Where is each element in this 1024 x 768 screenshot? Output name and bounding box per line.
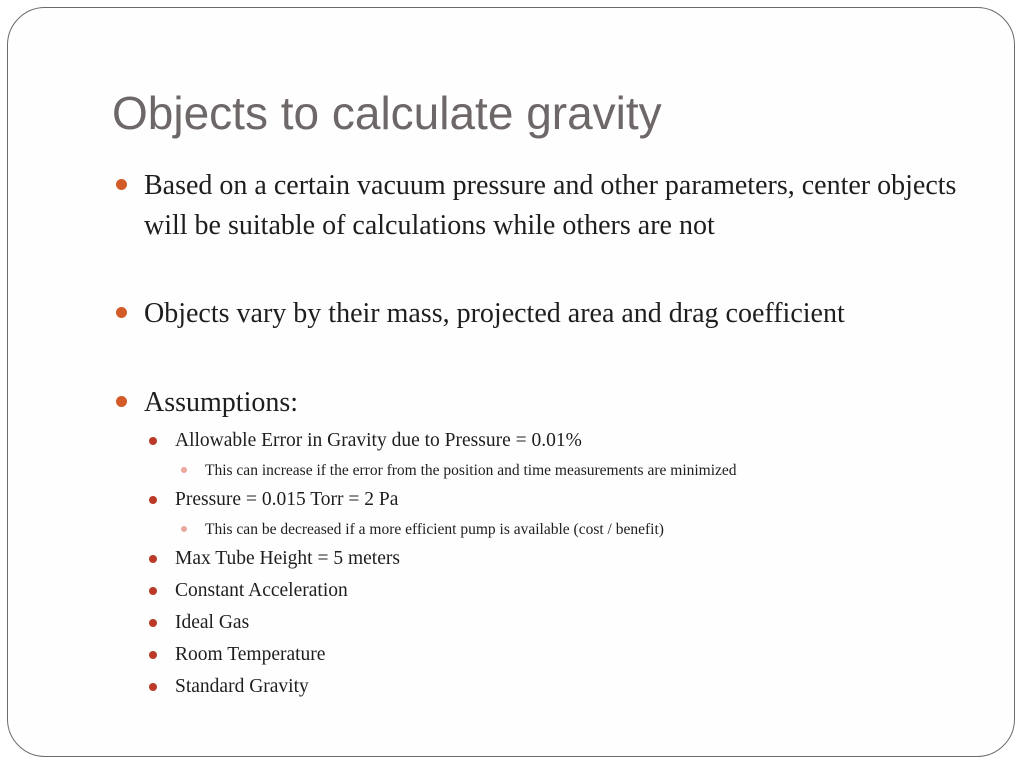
note-pressure: This can be decreased if a more efficient pump is available (cost / benefit) [205,521,664,538]
assumption-allowable-error: Allowable Error in Gravity due to Pressure = 0.01% [175,430,582,451]
bullet-dot-icon [116,396,127,407]
bullet-dot-icon [116,179,127,190]
bullet-objects-vary: Objects vary by their mass, projected area and drag coefficient [144,298,845,329]
bullet-dot-icon [149,619,157,627]
bullet-assumptions: Assumptions: [144,387,299,418]
assumption-standard-gravity: Standard Gravity [175,676,309,697]
bullet-dot-icon [149,437,157,445]
bullet-dot-icon [149,555,157,563]
bullet-dot-icon [149,587,157,595]
bullet-dot-icon [181,526,187,532]
bullet-dot-icon [149,496,157,504]
assumption-pressure: Pressure = 0.015 Torr = 2 Pa [175,489,399,510]
assumption-ideal-gas: Ideal Gas [175,612,250,633]
bullet-vacuum-pressure: Based on a certain vacuum pressure and other parameters, center objects will be suitable of calculations while others are not [144,170,957,241]
bullet-dot-icon [149,651,157,659]
bullet-dot-icon [149,683,157,691]
note-allowable-error: This can increase if the error from the position and time measurements are minimized [205,462,737,479]
assumption-constant-acceleration: Constant Acceleration [175,580,348,601]
assumption-max-tube-height: Max Tube Height = 5 meters [175,548,400,569]
slide-title: Objects to calculate gravity [112,87,662,139]
bullet-dot-icon [181,467,187,473]
bullet-dot-icon [116,307,127,318]
assumption-room-temperature: Room Temperature [175,644,326,665]
